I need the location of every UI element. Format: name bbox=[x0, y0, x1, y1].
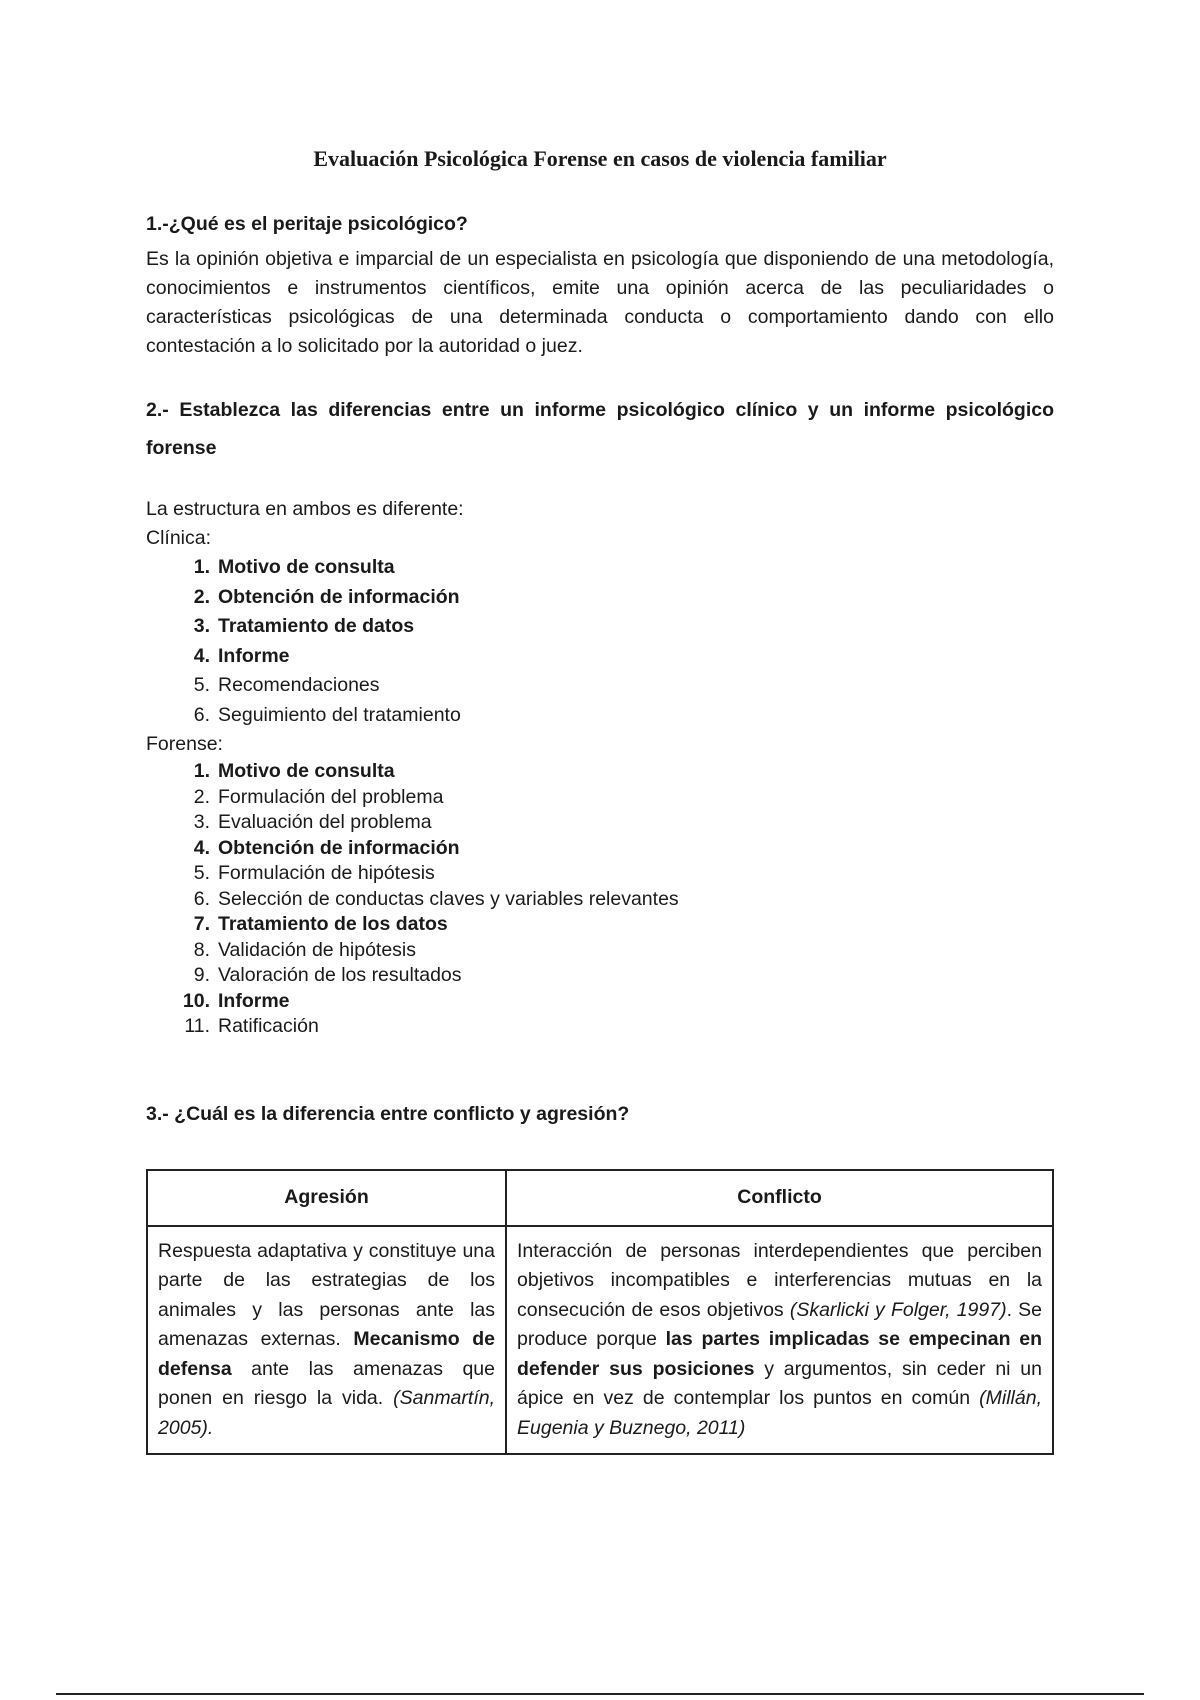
agresion-text-2: ante las amenazas que ponen en riesgo la vida. bbox=[158, 1357, 495, 1409]
list-item-number: 1. bbox=[193, 556, 210, 578]
list-item-number: 5. bbox=[193, 862, 210, 884]
forense-list-item bbox=[146, 836, 1054, 862]
conflicto-bold: las partes implicadas se empecinan en defender sus posiciones bbox=[517, 1328, 1042, 1380]
forense-list-item bbox=[146, 912, 1054, 938]
question-1-answer: Es la opinión objetiva e imparcial de un especialista en psicología que disponiendo de una metodología, conocimientos e instrumentos científicos, emite una opinión acerca de las peculiaridades o características psicológicas de una determinada conducta o comportamiento dando con ello contestación a lo solicitado por la autoridad o juez. bbox=[146, 248, 1054, 357]
list-item-text: Obtención de información bbox=[218, 585, 460, 608]
conflicto-text-2: . Se produce porque bbox=[517, 1298, 1043, 1350]
list-item-text: Obtención de información bbox=[218, 836, 460, 859]
forense-list bbox=[146, 759, 1054, 1040]
question-1-heading: 1.-¿Qué es el peritaje psicológico? bbox=[146, 213, 468, 235]
list-item-number: 4. bbox=[193, 836, 210, 859]
list-item-text: Validación de hipótesis bbox=[218, 938, 417, 961]
list-item-number: 6. bbox=[193, 703, 210, 726]
agresion-bold: Mecanismo de defensa bbox=[158, 1328, 495, 1380]
list-item-number: 2. bbox=[193, 785, 210, 808]
column-header-conflicto: Conflicto bbox=[506, 1170, 1053, 1226]
document-body bbox=[146, 210, 1054, 1455]
list-item-text: Tratamiento de los datos bbox=[218, 913, 448, 935]
agresion-text-1: Respuesta adaptativa y constituye una parte de las estrategias de los animales y las personas ante las amenazas externas. bbox=[158, 1239, 495, 1350]
forense-list-item bbox=[146, 810, 1054, 836]
list-item-text: Formulación del problema bbox=[218, 785, 444, 808]
list-item-number: 3. bbox=[193, 615, 210, 637]
clinica-label: Clínica: bbox=[146, 527, 212, 549]
list-item-number: 4. bbox=[193, 644, 210, 667]
list-item-number: 8. bbox=[193, 938, 210, 961]
list-item-text: Informe bbox=[218, 644, 290, 667]
list-item-number: 1. bbox=[193, 760, 210, 782]
list-item-number: 2. bbox=[193, 585, 210, 608]
list-item-text: Formulación de hipótesis bbox=[218, 862, 435, 884]
list-item-text: Motivo de consulta bbox=[218, 556, 395, 578]
list-item-text: Ratificación bbox=[218, 1015, 319, 1037]
list-item-number: 7. bbox=[193, 913, 210, 935]
list-item-text: Recomendaciones bbox=[218, 674, 380, 696]
conflicto-text-3: y argumentos, sin ceder ni un ápice en vez de contemplar los puntos en común bbox=[517, 1357, 1042, 1409]
agresion-citation: (Sanmartín, 2005). bbox=[158, 1387, 495, 1439]
clinica-list-item bbox=[146, 701, 1054, 731]
list-item-text: Tratamiento de datos bbox=[218, 615, 415, 637]
clinica-list-item bbox=[146, 671, 1054, 701]
forense-list-item bbox=[146, 938, 1054, 964]
forense-list-item bbox=[146, 785, 1054, 811]
list-item-text: Valoración de los resultados bbox=[218, 964, 462, 986]
structure-intro: La estructura en ambos es diferente: bbox=[146, 498, 464, 520]
list-item-number: 9. bbox=[193, 964, 210, 986]
forense-list-item bbox=[146, 759, 1054, 785]
question-3-heading: 3.- ¿Cuál es la diferencia entre conflicto y agresión? bbox=[146, 1102, 630, 1125]
page-bottom-rule bbox=[56, 1693, 1144, 1695]
question-2-heading: 2.- Establezca las diferencias entre un informe psicológico clínico y un informe psicológico forense bbox=[146, 399, 1054, 459]
cell-conflicto bbox=[506, 1226, 1053, 1455]
conflicto-text-1: Interacción de personas interdependientes que perciben objetivos incompatibles e interferencias mutuas en la consecución de esos objetivos bbox=[517, 1239, 1042, 1321]
clinica-list-item bbox=[146, 583, 1054, 613]
document-title: Evaluación Psicológica Forense en casos de violencia familiar bbox=[313, 146, 887, 171]
conflicto-citation-1: (Skarlicki y Folger, 1997) bbox=[789, 1298, 1007, 1321]
forense-list-item bbox=[146, 963, 1054, 989]
list-item-number: 11. bbox=[184, 1015, 210, 1037]
column-header-agresion: Agresión bbox=[147, 1170, 506, 1226]
list-item-number: 10. bbox=[182, 989, 210, 1012]
forense-list-item bbox=[146, 861, 1054, 887]
forense-list-item bbox=[146, 887, 1054, 913]
clinica-list-item bbox=[146, 642, 1054, 672]
table-row bbox=[147, 1226, 1053, 1455]
list-item-number: 3. bbox=[193, 811, 210, 833]
clinica-list bbox=[146, 553, 1054, 730]
comparison-table bbox=[146, 1169, 1054, 1456]
list-item-text: Motivo de consulta bbox=[218, 760, 395, 782]
list-item-text: Evaluación del problema bbox=[218, 811, 432, 833]
list-item-text: Seguimiento del tratamiento bbox=[218, 703, 461, 726]
table-header-row bbox=[147, 1170, 1053, 1226]
list-item-number: 6. bbox=[193, 887, 210, 910]
clinica-list-item bbox=[146, 612, 1054, 642]
forense-list-item bbox=[146, 989, 1054, 1015]
list-item-text: Informe bbox=[218, 989, 290, 1012]
forense-label: Forense: bbox=[146, 733, 223, 755]
forense-list-item bbox=[146, 1014, 1054, 1040]
list-item-number: 5. bbox=[193, 674, 210, 696]
cell-agresion bbox=[147, 1226, 506, 1455]
clinica-list-item bbox=[146, 553, 1054, 583]
conflicto-citation-2: (Millán, Eugenia y Buznego, 2011) bbox=[517, 1387, 1042, 1439]
list-item-text: Selección de conductas claves y variables relevantes bbox=[218, 887, 679, 910]
